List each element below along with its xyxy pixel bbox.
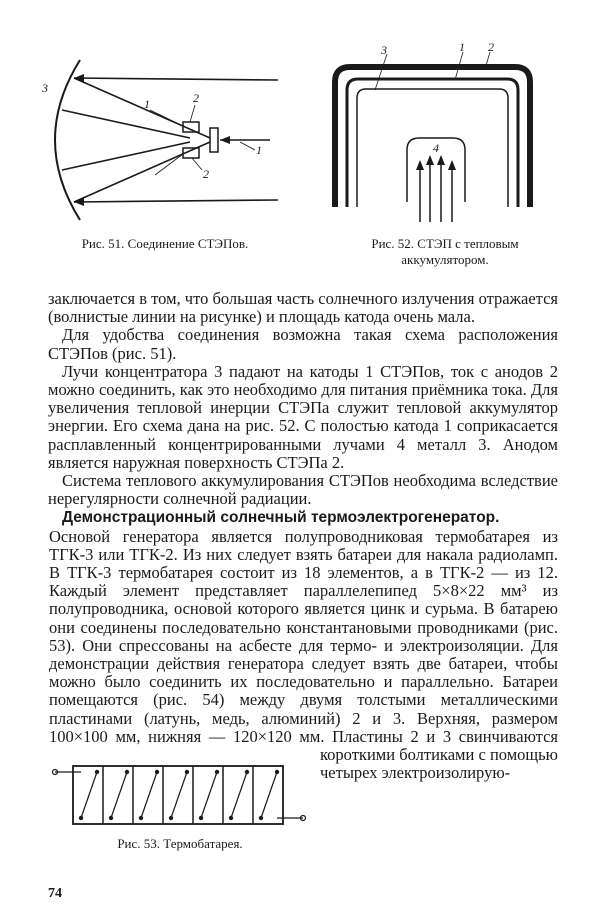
paragraph-1: заключается в том, что большая часть солнечного излучения отражается (волнистые линии на рисунке) и площадь катода очень мала.	[48, 290, 558, 327]
figure-52-caption	[330, 236, 560, 268]
figure-52-caption-line2: аккумулятором.	[401, 252, 489, 267]
fig52-label-3: 3	[381, 43, 387, 57]
fig52-label-2: 2	[488, 42, 494, 54]
paragraph-5	[48, 508, 558, 527]
paragraph-2: Для удобства соединения возможна такая схема расположения СТЭПов (рис. 51).	[48, 325, 558, 363]
paragraph-5-body: Основой генератора является полупроводниковая термобатарея из ТГК-3 или ТГК-2. Из них следует взять батареи для накала радиоламп. В ТГК-3 термобатарея состоит из 18 элементов, а в ТГК-2 — из 12. Каждый элемент представляет параллелепипед 5×8×22 мм³ из полупроводника, основой которого является цинк и сурьма. В батарею они соединены последовательно константановыми проводниками (рис. 53). Они спрессованы на асбесте для термо- и электроизоляции. Для демонстрации действия генератора следует взять две батареи, чтобы можно было соединить их последовательно и параллельно. Батареи помещаются (рис. 54) между двумя толстыми металлическими пластинами (латунь, медь, алюминий) 2 и 3. Верхняя, размером 100×100 мм, нижняя — 120×120 мм. Пластины 2 и 3 свинчиваются короткими болтиками с помощью четырех электроизолирую-	[48, 528, 558, 783]
fig52-label-1: 1	[459, 42, 465, 54]
section-heading: Демонстрационный солнечный термоэлектрогенератор.	[62, 509, 500, 527]
paragraph-4: Система теплового аккумулирования СТЭПов необходима вследствие нерегулярности солнечной радиации.	[48, 471, 558, 509]
page-number: 74	[48, 886, 62, 901]
figure-51-diagram	[40, 50, 290, 230]
fig51-label-1b: 1	[256, 143, 262, 157]
fig51-label-3: 3	[42, 81, 48, 95]
figure-51-caption: Рис. 51. Соединение СТЭПов.	[81, 236, 249, 251]
fig52-label-4: 4	[433, 141, 439, 155]
figure-53-diagram	[45, 758, 310, 833]
fig51-label-1a: 1	[144, 97, 150, 111]
figure-52-diagram	[325, 42, 565, 232]
figure-53-caption: Рис. 53. Термобатарея.	[117, 836, 243, 851]
fig51-label-2a: 2	[193, 91, 199, 105]
figure-52-caption-line1: Рис. 52. СТЭП с тепловым	[371, 236, 519, 251]
paragraph-3: Лучи концентратора 3 падают на катоды 1 СТЭПов, ток с анодов 2 можно соединить, как это необходимо для питания приёмника тока. Для увеличения тепловой инерции СТЭПа служит тепловой аккумулятор энергии. Его схема дана на рис. 52. С полостью катода 1 соприкасается расплавленный концентрированными лучами 4 металл 3. Анодом является наружная поверхность СТЭПа 2.	[48, 361, 558, 472]
float-pusher	[48, 528, 49, 752]
fig51-label-2b: 2	[203, 167, 209, 181]
